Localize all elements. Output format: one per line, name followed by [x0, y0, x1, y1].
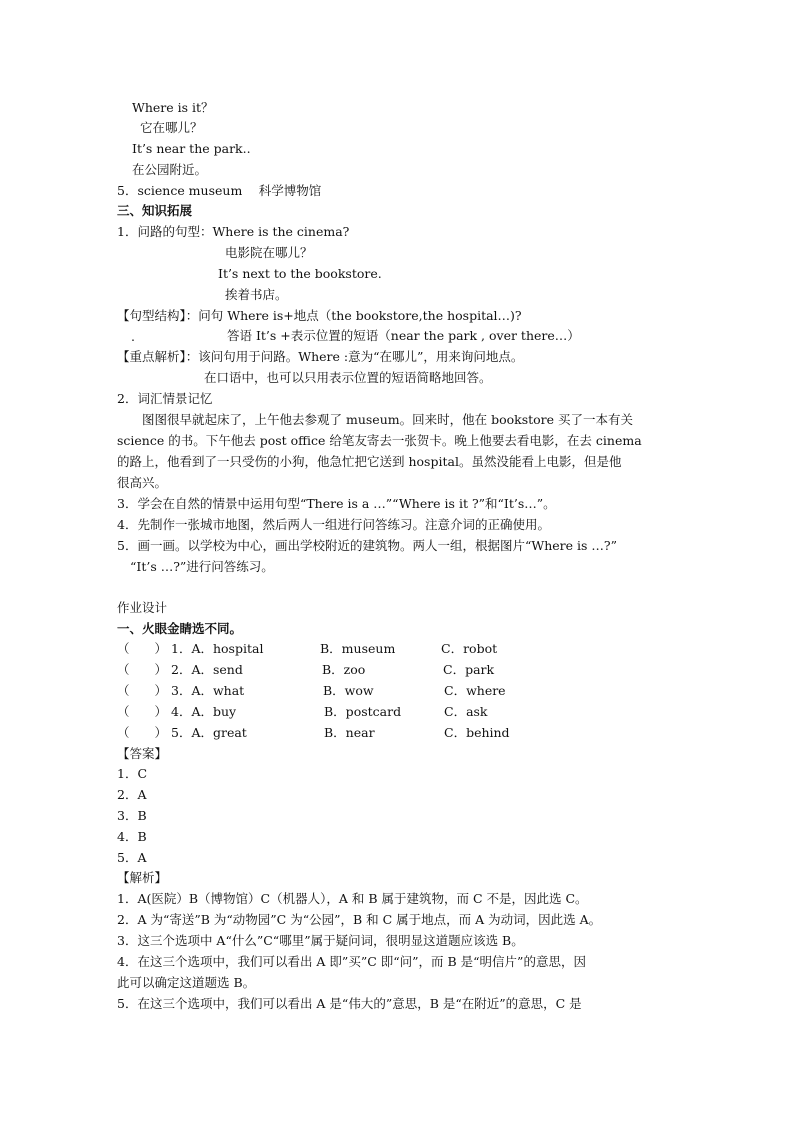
text-line: 5．science museum 科学博物馆 — [117, 183, 322, 198]
text-line: 4．先制作一张城市地图，然后两人一组进行问答练习。注意介词的正确使用。 — [117, 517, 550, 532]
option-c: C．behind — [444, 725, 510, 740]
text-line: Where is it？ — [132, 100, 214, 115]
option-c: C．robot — [441, 641, 498, 656]
text-line: “It’s …?”进行问答练习。 — [130, 559, 274, 574]
text-line: It’s near the park.. — [132, 141, 251, 156]
answer-blank: （ ） — [117, 683, 168, 698]
text-line: 挨着书店。 — [225, 287, 288, 302]
dot-mark: . — [131, 329, 135, 344]
explanation-heading: 【解析】 — [117, 870, 168, 885]
explanation-line: 3．这三个选项中 A“什么”C“哪里”属于疑问词，很明显这道题应该选 B。 — [117, 933, 524, 948]
text-line: 电影院在哪儿？ — [225, 245, 313, 260]
explanation-line: 1．A(医院）B（博物馆）C（机器人），A 和 B 属于建筑物，而 C 不是，因此选 C。 — [117, 891, 588, 906]
option-b: B．near — [324, 725, 375, 740]
option-c: C．ask — [444, 704, 488, 719]
answer-heading: 【答案】 — [117, 746, 168, 761]
text-line: 图图很早就起床了，上午他去参观了 museum。回来时，他在 bookstore 买了一本有关 — [142, 412, 634, 427]
text-line: It’s next to the bookstore. — [218, 266, 382, 281]
explanation-line: 2．A 为“寄送”B 为“动物园”C 为“公园”，B 和 C 属于地点，而 A 为动词，因此选 A。 — [117, 912, 602, 927]
text-line: 【重点解析】：该问句用于问路。Where :意为“在哪儿”，用来询问地点。 — [117, 349, 524, 364]
text-line: 的路上，他看到了一只受伤的小狗，他急忙把它送到 hospital。虽然没能看上电影，但是他 — [117, 454, 622, 469]
answer-blank: （ ） — [117, 704, 168, 719]
text-line: 3．学会在自然的情景中运用句型“There is a …”“Where is it ?”和“It’s…”。 — [117, 496, 556, 511]
option-a: 1．A．hospital — [171, 641, 264, 656]
answer-item: 5．A — [117, 850, 147, 865]
option-a: 2．A．send — [171, 662, 243, 677]
text-line: 【句型结构】：问句 Where is+地点（the bookstore,the hospital…)? — [117, 308, 522, 323]
option-c: C．park — [443, 662, 495, 677]
text-line: 答语 It’s +表示位置的短语（near the park , over there…） — [227, 328, 580, 343]
answer-item: 3．B — [117, 808, 147, 823]
answer-item: 2．A — [117, 787, 147, 802]
option-a: 5．A．great — [171, 725, 247, 740]
option-c: C．where — [444, 683, 506, 698]
explanation-line: 4．在这三个选项中，我们可以看出 A 即”买”C 即“问”，而 B 是“明信片”的意思，因 — [117, 954, 586, 969]
text-line: 在公园附近。 — [132, 162, 208, 177]
text-line: 1．问路的句型：Where is the cinema? — [117, 224, 350, 239]
text-line: 2．词汇情景记忆 — [117, 391, 213, 406]
answer-blank: （ ） — [117, 725, 168, 740]
text-line: 在口语中，也可以只用表示位置的短语简略地回答。 — [204, 370, 492, 385]
option-b: B．zoo — [322, 662, 366, 677]
option-b: B．postcard — [324, 704, 402, 719]
text-line: 很高兴。 — [117, 475, 168, 490]
explanation-line: 5．在这三个选项中，我们可以看出 A 是“伟大的”意思，B 是“在附近”的意思，C 是 — [117, 996, 582, 1011]
section-heading: 作业设计 — [117, 600, 168, 615]
text-line: 5．画一画。以学校为中心，画出学校附近的建筑物。两人一组，根据图片“Where is …?” — [117, 538, 617, 553]
option-b: B．museum — [320, 641, 396, 656]
text-line: 它在哪儿？ — [140, 120, 203, 135]
section-heading: 三、知识拓展 — [117, 203, 193, 218]
answer-blank: （ ） — [117, 641, 168, 656]
answer-item: 4．B — [117, 829, 147, 844]
option-b: B．wow — [323, 683, 374, 698]
option-a: 3．A．what — [171, 683, 245, 698]
option-a: 4．A．buy — [171, 704, 237, 719]
section-heading: 一、火眼金睛选不同。 — [117, 621, 243, 636]
text-line: science 的书。下午他去 post office 给笔友寄去一张贺卡。晚上他要去看电影，在去 cinema — [117, 433, 642, 448]
answer-blank: （ ） — [117, 662, 168, 677]
answer-item: 1．C — [117, 766, 148, 781]
explanation-line: 此可以确定这道题选 B。 — [117, 975, 256, 990]
